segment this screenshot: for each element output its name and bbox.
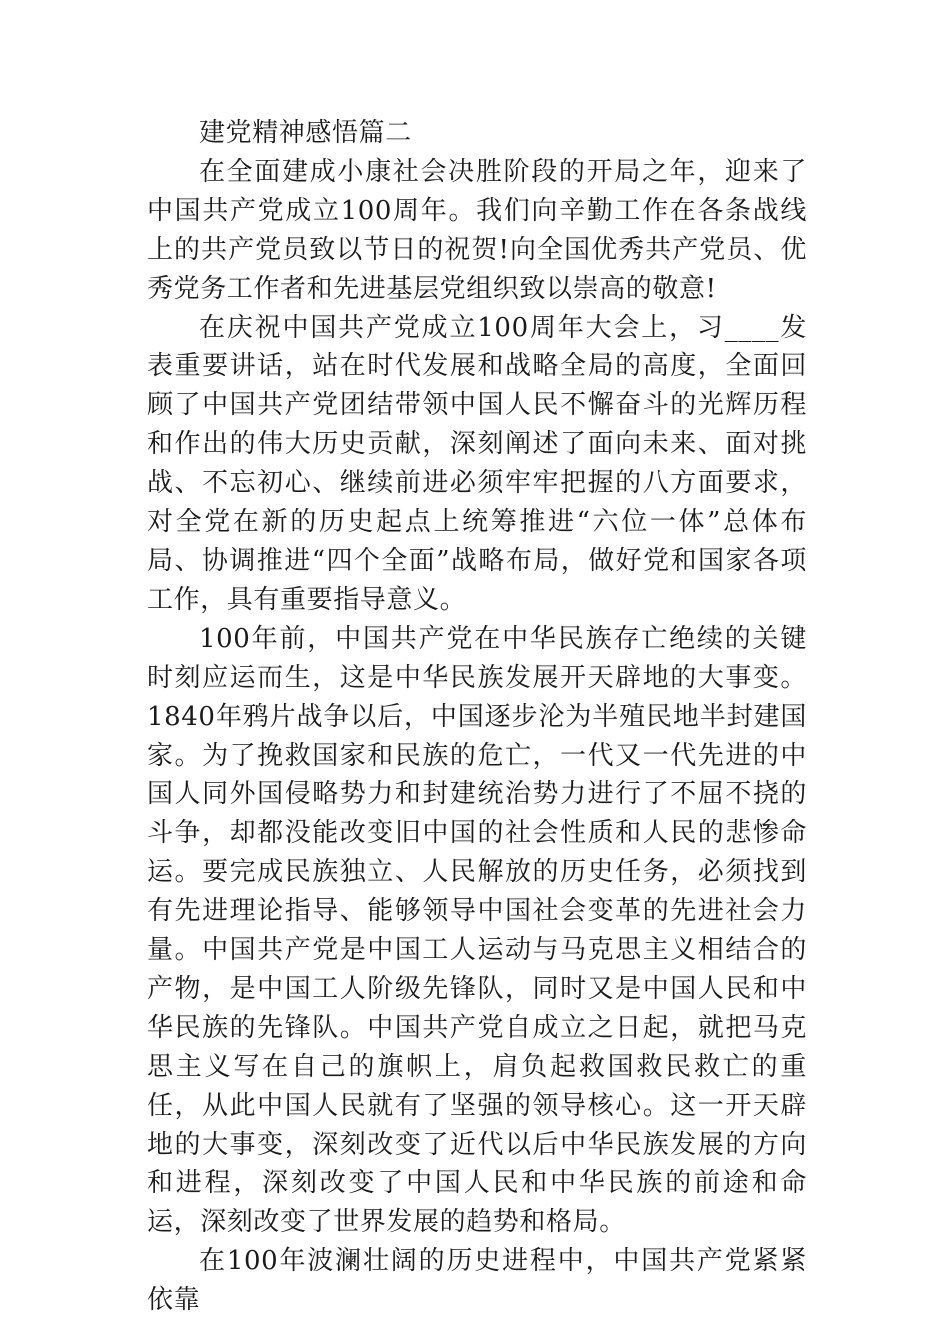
document-body bbox=[147, 114, 807, 1320]
paragraph-3: 100年前，中国共产党在中华民族存亡绝续的关键时刻应运而生，这是中华民族发展开天辟地的大事变。1840年鸦片战争以后，中国逐步沦为半殖民地半封建国家。为了挽救国家和民族的危亡，一代又一代先进的中国人同外国侵略势力和封建统治势力进行了不屈不挠的斗争，却都没能改变旧中国的社会性质和人民的悲惨命运。要完成民族独立、人民解放的历史任务，必须找到有先进理论指导、能够领导中国社会变革的先进社会力量。中国共产党是中国工人运动与马克思主义相结合的产物，是中国工人阶级先锋队，同时又是中国人民和中华民族的先锋队。中国共产党自成立之日起，就把马克思主义写在自己的旗帜上，肩负起救国救民救亡的重任，从此中国人民就有了坚强的领导核心。这一开天辟地的大事变，深刻改变了近代以后中华民族发展的方向和进程，深刻改变了中国人民和中华民族的前途和命运，深刻改变了世界发展的趋势和格局。 bbox=[147, 623, 807, 1238]
paragraph-2: 在庆祝中国共产党成立100周年大会上，习____发表重要讲话，站在时代发展和战略全局的高度，全面回顾了中国共产党团结带领中国人民不懈奋斗的光辉历程和作出的伟大历史贡献，深刻阐述了面向未来、面对挑战、不忘初心、继续前进必须牢牢把握的八方面要求，对全党在新的历史起点上统筹推进“六位一体”总体布局、协调推进“四个全面”战略布局，做好党和国家各项工作，具有重要指导意义。 bbox=[147, 312, 807, 615]
document-heading: 建党精神感悟篇二 bbox=[199, 118, 412, 148]
paragraph-4: 在100年波澜壮阔的历史进程中，中国共产党紧紧依靠 bbox=[147, 1246, 807, 1316]
paragraph-1: 在全面建成小康社会决胜阶段的开局之年，迎来了中国共产党成立100周年。我们向辛勤工作在各条战线上的共产党员致以节日的祝贺!向全国优秀共产党员、优秀党务工作者和先进基层党组织致以崇高的敬意! bbox=[147, 156, 807, 304]
